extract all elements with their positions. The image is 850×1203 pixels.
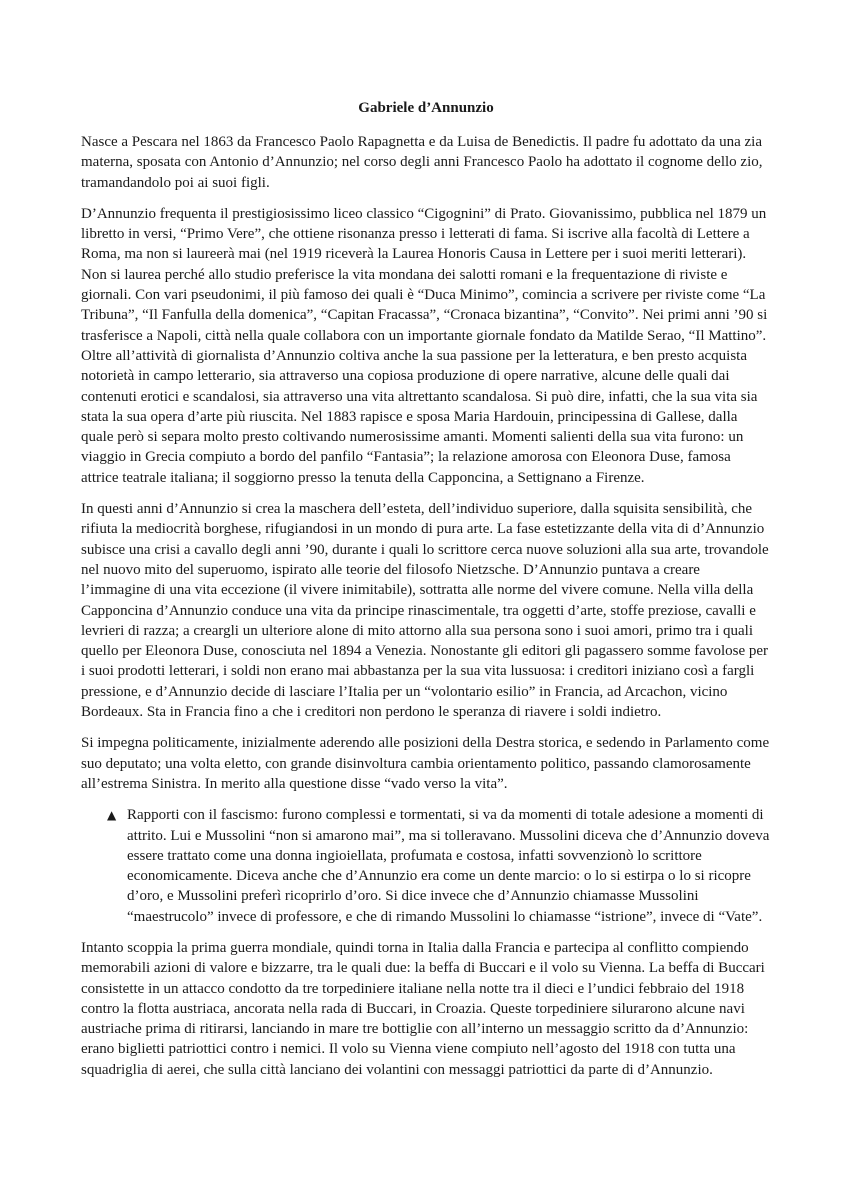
bullet-item-fascism bbox=[81, 805, 771, 927]
document-title: Gabriele d’Annunzio bbox=[358, 100, 494, 116]
triangle-bullet-icon: ▲ bbox=[107, 808, 117, 823]
paragraph-education-career: D’Annunzio frequenta il prestigiosissimo liceo classico “Cigognini” di Prato. Giovanissimo, pubblica nel 1879 un libretto in versi, “Primo Vere”, che ottiene risonanza presso i letterati di fama. Si iscrive alla facoltà di Lettere a Roma, ma non si laureerà mai (nel 1919 riceverà la Laurea Honoris Causa in Lettere per i suoi meriti letterari). Non si laurea perché allo studio preferisce la vita mondana dei salotti romani e la frequentazione di riviste e giornali. Con vari pseudonimi, il più famoso dei quali è “Duca Minimo”, comincia a scrivere per riviste come “La Tribuna”, “Il Fanfulla della domenica”, “Capitan Fracassa”, “Cronaca bizantina”, “Convito”. Nei primi anni ’90 si trasferisce a Napoli, città nella quale collabora con un importante giornale fondato da Matilde Serao, “Il Mattino”. Oltre all’attività di giornalista d’Annunzio coltiva anche la sua passione per la letteratura, e ben presto acquista notorietà in campo letterario, sia attraverso una copiosa produzione di opere narrative, alcune delle quali dai contenuti erotici e scandalosi, sia attraverso una vita altrettanto scandalosa. Si può dire, infatti, che la sua vita sia stata la sua opera d’arte più riuscita. Nel 1883 rapisce e sposa Maria Hardouin, principessina di Gallese, dalla quale però si separa molto presto coltivando numerosissime amanti. Momenti salienti della sua vita furono: un viaggio in Grecia compiuto a bordo del panfilo “Fantasia”; la relazione amorosa con Eleonora Duse, famosa attrice teatrale italiana; il soggiorno presso la tenuta della Capponcina, a Settignano a Firenze. bbox=[81, 205, 768, 486]
paragraph-war: Intanto scoppia la prima guerra mondiale, quindi torna in Italia dalla Francia e partecipa al conflitto compiendo memorabili azioni di valore e bizzarre, tra le quali due: la beffa di Buccari e il volo su Vienna. La beffa di Buccari consistette in un attacco condotto da tre torpediniere italiane nella notte tra il dieci e l’undici febbraio del 1918 contro la flotta austriaca, ancorata nella rada di Buccari, in Croazia. Queste torpediniere silurarono alcune navi austriache prima di ritirarsi, lanciando in mare tre bottiglie con all’interno un messaggio scritto da d’Annunzio: erano biglietti patriottici contro i nemici. Il volo su Vienna viene compiuto nell’agosto del 1918 con tutta una squadriglia di aerei, che sulla città lanciano dei volantini con messaggi patriottici da parte di d’Annunzio. bbox=[81, 939, 765, 1078]
bullet-text: Rapporti con il fascismo: furono complessi e tormentati, si va da momenti di totale adesione a momenti di attrito. Lui e Mussolini “non si amarono mai”, ma si tolleravano. Mussolini diceva che d’Annunzio doveva essere trattato come una donna ingioiellata, profumata e costosa, infatti sovvenzionò lo scrittore economicamente. Diceva anche che d’Annunzio era come un dente marcio: o lo si estirpa o lo si ricopre d’oro, e Mussolini preferì ricoprirlo d’oro. Si dice invece che d’Annunzio chiamasse Mussolini “maestrucolo” invece di professore, e che di rimando Mussolini lo chiamasse “istrione”, invece di “Vate”. bbox=[127, 807, 770, 925]
document-page bbox=[81, 98, 771, 1091]
paragraph-birth: Nasce a Pescara nel 1863 da Francesco Paolo Rapagnetta e da Luisa de Benedictis. Il padre fu adottato da una zia materna, sposata con Antonio d’Annunzio; nel corso degli anni Francesco Paolo ha adottato il cognome dello zio, tramandandolo poi ai suoi figli. bbox=[81, 134, 763, 191]
paragraph-politics: Si impegna politicamente, inizialmente aderendo alle posizioni della Destra storica, e sedendo in Parlamento come suo deputato; una volta eletto, con grande disinvoltura cambia orientamento politico, passando clamorosamente all’estrema Sinistra. In merito alla questione disse “vado verso la vita”. bbox=[81, 735, 770, 792]
paragraph-aesthete: In questi anni d’Annunzio si crea la maschera dell’esteta, dell’individuo superiore, dalla squisita sensibilità, che rifiuta la mediocrità borghese, rifugiandosi in un mondo di pura arte. La fase estetizzante della vita di d’Annunzio subisce una crisi a cavallo degli anni ’90, durante i quali lo scrittore cerca nuove soluzioni alla sua arte, trovandole nel nuovo mito del superuomo, ispirato alle teorie del filosofo Nietzsche. D’Annunzio puntava a creare l’immagine di una vita eccezione (il vivere inimitabile), sottratta alle norme del vivere comune. Nella villa della Capponcina d’Annunzio conduce una vita da principe rinascimentale, tra oggetti d’arte, stoffe preziose, cavalli e levrieri di razza; a creargli un ulteriore alone di mito attorno alla sua persona sono i suoi amori, primo tra i quali quello per Eleonora Duse, conosciuta nel 1894 a Venezia. Nonostante gli editori gli pagassero somme favolose per i suoi prodotti letterari, i soldi non erano mai abbastanza per la sua vita lussuosa: i creditori iniziano così a fargli pressione, e d’Annunzio decide di lasciare l’Italia per un “volontario esilio” in Francia, ad Arcachon, vicino Bordeaux. Sta in Francia fino a che i creditori non perdono le speranza di riavere i soldi indietro. bbox=[81, 501, 769, 721]
